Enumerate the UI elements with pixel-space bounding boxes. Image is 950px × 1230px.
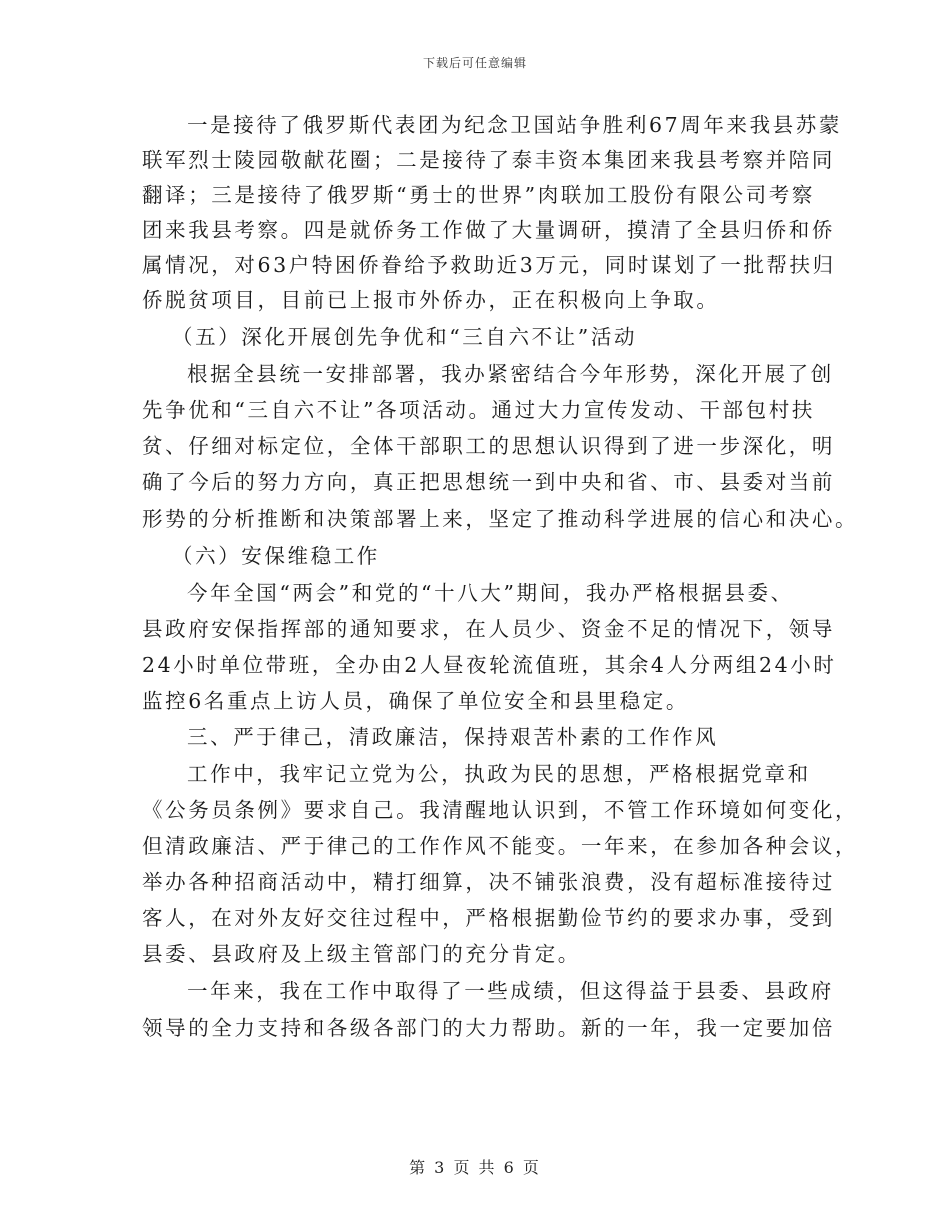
page-header: 下载后可任意编辑 [422,56,527,70]
paragraph-line: 一是接待了俄罗斯代表团为纪念卫国站争胜利67周年来我县苏蒙 [187,113,842,137]
paragraph-line: 一年来，我在工作中取得了一些成绩，但这得益于县委、县政府 [187,979,834,1003]
paragraph-line: 举办各种招商活动中，精打细算，决不铺张浪费，没有超标准接待过 [142,870,835,894]
paragraph-line: 贫、仔细对标定位，全体干部职工的思想认识得到了进一步深化，明 [142,434,835,458]
paragraph-line: 侨脱贫项目，目前已上报市外侨办，正在积极向上争取。 [142,288,720,312]
paragraph-line: 根据全县统一安排部署，我办紧密结合今年形势，深化开展了创 [187,362,834,386]
paragraph-line: 县政府安保指挥部的通知要求，在人员少、资金不足的情况下，领导 [142,617,835,641]
paragraph-line: 先争优和“三自六不让”各项活动。通过大力宣传发动、干部包村扶 [142,398,815,422]
paragraph-line: 客人，在对外友好交往过程中，严格根据勤俭节约的要求办事，受到 [142,906,835,930]
paragraph-line: 《公务员条例》要求自己。我清醒地认识到，不管工作环境如何变化， [142,798,859,822]
paragraph-line: 联军烈士陵园敬献花圈；二是接待了泰丰资本集团来我县考察并陪同 [142,148,835,172]
paragraph-line: 确了今后的努力方向，真正把思想统一到中央和省、市、县委对当前 [142,470,835,494]
paragraph-line: 县委、县政府及上级主管部门的充分肯定。 [142,942,581,966]
paragraph-line: 24小时单位带班，全办由2人昼夜轮流值班，其余4人分两组24小时 [142,653,837,677]
paragraph-line: 形势的分析推断和决策部署上来，坚定了推动科学进展的信心和决心。 [142,507,859,531]
paragraph-line: 但清政廉洁、严于律己的工作作风不能变。一年来，在参加各种会议， [142,834,859,858]
paragraph-line: 工作中，我牢记立党为公，执政为民的思想，严格根据党章和 [187,762,811,786]
paragraph-line: 翻译；三是接待了俄罗斯“勇士的世界”肉联加工股份有限公司考察 [142,183,815,207]
paragraph-line: 团来我县考察。四是就侨务工作做了大量调研，摸清了全县归侨和侨 [142,218,835,242]
paragraph-line: 今年全国“两会”和党的“十八大”期间，我办严格根据县委、 [187,581,794,605]
paragraph-line: 领导的全力支持和各级各部门的大力帮助。新的一年，我一定要加倍 [142,1016,835,1040]
paragraph-line: 属情况，对63户特困侨眷给予救助近3万元，同时谋划了一批帮扶归 [142,253,836,277]
section-heading: （六）安保维稳工作 [172,544,380,568]
section-heading: （五）深化开展创先争优和“三自六不让”活动 [172,325,638,349]
page-footer: 第 3 页 共 6 页 [409,1158,541,1177]
paragraph-line: 监控6名重点上访人员，确保了单位安全和县里稳定。 [142,689,689,713]
section-heading: 三、严于律己，清政廉洁，保持艰苦朴素的工作作风 [187,725,719,749]
